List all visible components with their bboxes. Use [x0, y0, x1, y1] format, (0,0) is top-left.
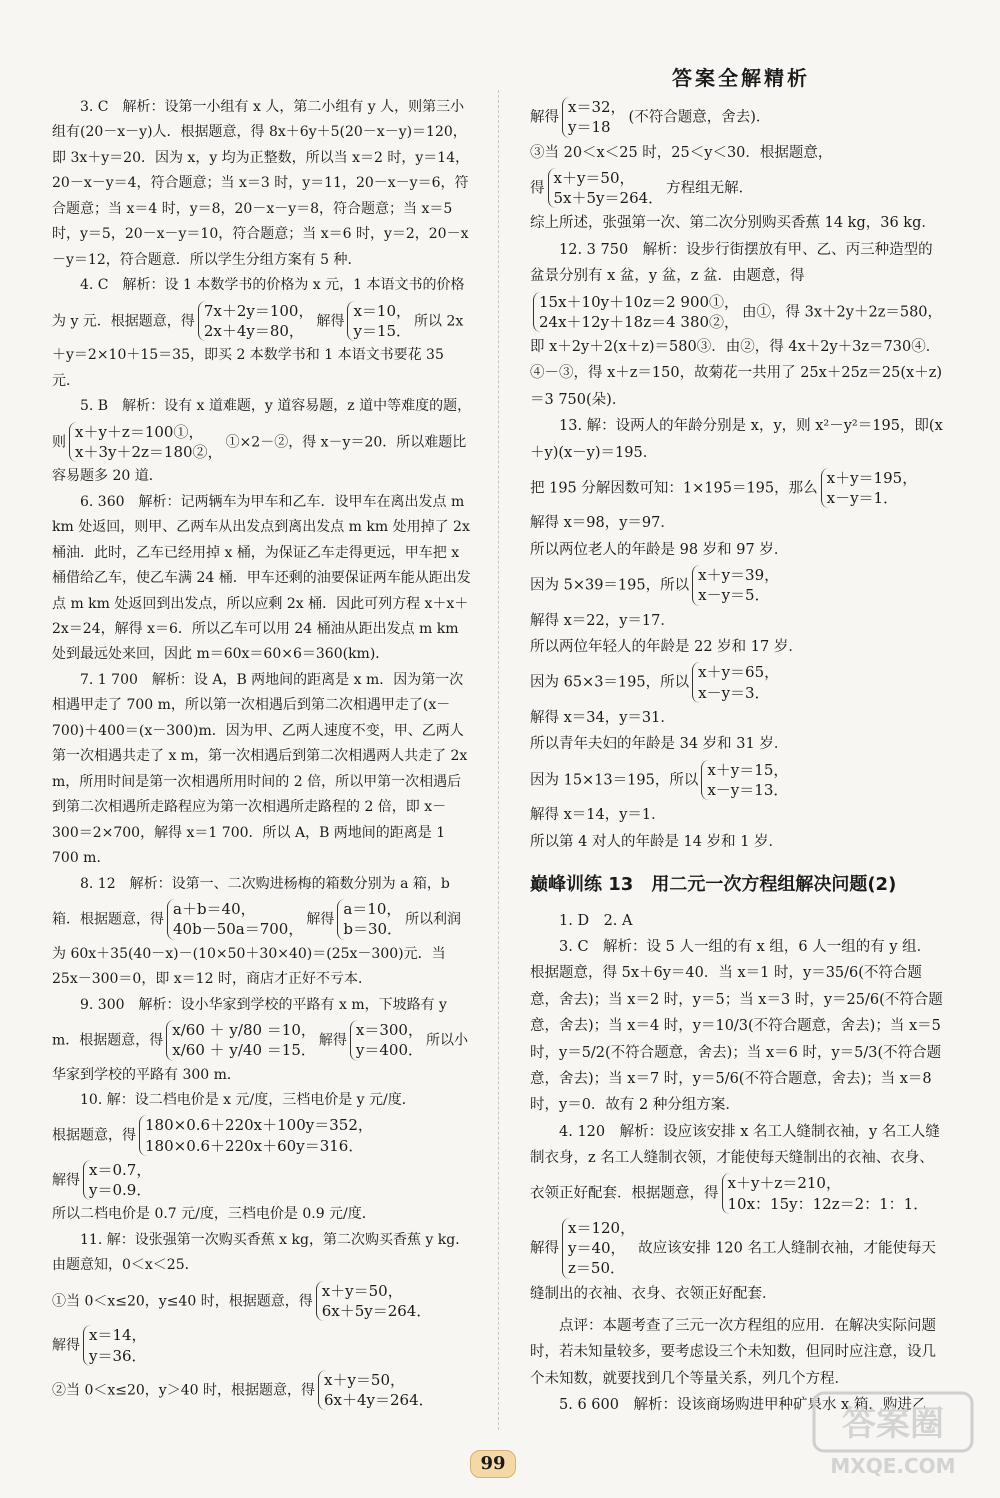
solution-text: 所以第 4 对人的年龄是 14 岁和 1 岁． [530, 833, 784, 850]
solution-paragraph [530, 802, 945, 828]
equation-line: x＋y＝50， [321, 1281, 403, 1300]
equation-line: a＋b＝40， [173, 900, 256, 919]
solution-text: 解得 x＝34，y＝31． [530, 709, 675, 726]
equation-line: x＋y＋z＝100①， [75, 422, 204, 441]
solution-text: 9. 300 解析：设小华家到学校的平路有 x m，下坡路有 y m．根据题意，得 [52, 996, 447, 1049]
solution-paragraph [530, 537, 945, 563]
equation-line: y＝400． [355, 1041, 423, 1060]
equation-line: x＋3y＋2z＝180②， [75, 442, 223, 461]
section-title: 巅峰训练 13 用二元一次方程组解决问题(2) [530, 873, 897, 895]
equation-line: y＝40， [568, 1239, 626, 1258]
equation-line: 180×0.6＋220x＋60y＝316． [145, 1136, 364, 1155]
equation-line: x－y＝3． [698, 683, 770, 702]
equation-line: a＝10， [343, 900, 402, 919]
solution-paragraph [52, 273, 472, 394]
solution-text: 4. C 解析：设 1 本数学书的价格为 x 元，1 本语文书的价格为 y 元．根据题意，得 [52, 277, 465, 329]
solution-text: 13. 解：设两人的年龄分别是 x，y，则 x²－y²＝195，即(x＋y)(x－y)＝195． [530, 418, 943, 461]
solution-paragraph [530, 634, 945, 660]
solution-text: 解得 [52, 1172, 80, 1189]
equation-line: x＝14， [89, 1326, 147, 1345]
solution-text: 因为 65×3＝195，所以 [530, 674, 690, 691]
equation-line: x＝0.7， [89, 1160, 152, 1179]
solution-paragraph [530, 705, 945, 731]
solution-paragraph [530, 608, 945, 634]
solution-text: ①×2－②，得 x－y＝20．所以难题比容易题多 20 道． [52, 433, 467, 485]
solution-text: ①当 0＜x≤20，y≤40 时，根据题意，得 [52, 1293, 313, 1310]
solution-text: 解得 [318, 1032, 347, 1049]
equation-line: x＋y＝15， [707, 760, 789, 779]
equation-line: 15x＋10y＋10z＝2 900①， [539, 292, 740, 311]
watermark-logo [808, 1385, 978, 1480]
solution-paragraph [52, 490, 472, 668]
equation-system [139, 1115, 373, 1156]
equation-system [533, 292, 739, 333]
solution-text: 7. 1 700 解析：设 A，B 两地间的距离是 x m．因为第一次相遇甲走了 700 m，所以第一次相遇后到第二次相遇甲走了(x－700)＋400＝(x－300)m．因为甲、乙两人速度不变，甲、乙两人第一次相遇共走了 x m，第一次相遇后到第二次相遇两人共走了 2x m，所用时间是第一次相遇所用时间的 2 倍，所以甲第一次相遇后到第二次相遇所走路程应为第一次相遇所走路程的 2 倍，即 x－300＝2×700，解得 x＝1 700．所以 A，B 两地间的距离是 1 700 m． [52, 671, 468, 867]
equation-system [692, 662, 779, 703]
solution-paragraph [52, 1323, 472, 1368]
solution-text: 11. 解：设张强第一次购买香蕉 x kg，第二次购买香蕉 y kg．由题意知，0＜x＜25． [52, 1231, 470, 1274]
equation-system [167, 899, 303, 940]
solution-text: 根据题意，得 [52, 1127, 136, 1144]
equation-line: 40b－50a＝700， [173, 920, 304, 939]
solution-paragraph [530, 510, 945, 536]
solution-text: 8. 12 解析：设第一、二次购进杨梅的箱数分别为 a 箱，b 箱．根据题意，得 [52, 875, 450, 928]
solution-paragraph [530, 95, 945, 140]
solution-text: 所以两位年轻人的年龄是 22 岁和 17 岁． [530, 639, 803, 655]
solution-text: 得 [530, 180, 545, 197]
equation-line: x＋y＝50， [323, 1370, 406, 1389]
equation-system [69, 422, 223, 463]
comment-paragraph [530, 1313, 945, 1392]
solution-paragraph [52, 1202, 472, 1227]
solution-text: 所以青年夫妇的年龄是 34 岁和 31 岁． [530, 736, 789, 753]
solution-text: 解得 x＝22，y＝17． [530, 612, 675, 629]
solution-paragraph [52, 1158, 472, 1203]
solution-paragraph [530, 237, 945, 413]
watermark-url: MXQE.COM [830, 1454, 956, 1478]
solution-text: 所以利润为 60x＋35(40－x)－(10×50＋30×40)＝(25x－300)元．当 25x－300＝0，即 x＝12 时，商店才正好不亏本． [52, 911, 462, 988]
solution-text: 解得 [306, 911, 335, 928]
solution-text: 解得 [530, 1240, 559, 1257]
solution-paragraph [530, 210, 945, 236]
solution-text: ②当 0＜x≤20，y＞40 时，根据题意，得 [52, 1382, 315, 1399]
equation-system [701, 760, 788, 801]
equation-system [166, 1020, 316, 1061]
solution-text: 3. C 解析：设第一小组有 x 人，第二小组有 y 人，则第三小组有(20－x－y)人．根据题意，得 8x＋6y＋5(20－x－y)＝120，即 3x＋y＝20．因为 x，y 均为正整数，所以当 x＝2 时，y＝14，20－x－y＝4，符合题意；当 x＝3 时，y＝11，20－x－y＝6，符合题意；当 x＝4 时，y＝8，20－x－y＝8，符合题意；当 x＝5 时，y＝5，20－x－y＝10，符合题意；当 x＝6 时，y＝2，20－x－y＝12，符合题意．所以学生分组方案有 5 种． [52, 99, 470, 268]
solution-text: 综上所述，张强第一次、第二次分别购买香蕉 14 kg，36 kg． [530, 215, 936, 232]
right-column [530, 95, 945, 1419]
solution-paragraph [52, 1228, 472, 1279]
solution-paragraph [52, 993, 472, 1088]
equation-line: x－y＝13． [707, 780, 789, 799]
equation-line: x＋y＝39， [698, 566, 780, 585]
solution-text: 所以 2x＋y＝2×10＋15＝35，即买 2 本数学书和 1 本语文书要花 35 元． [52, 313, 464, 389]
solution-paragraph [530, 166, 945, 211]
equation-line: y＝15． [353, 322, 412, 340]
solution-paragraph [530, 908, 945, 934]
equation-line: x/60 ＋ y/80 ＝10， [172, 1021, 316, 1040]
solution-text: 故应该安排 120 名工人缝制衣袖，才能使每天缝制出的衣袖、衣身、衣领正好配套． [530, 1240, 936, 1302]
watermark-text: 答案圈 [842, 1404, 944, 1444]
equation-line: 2x＋4y＝80， [203, 322, 304, 340]
equation-system [198, 301, 314, 342]
equation-system [692, 565, 779, 606]
equation-line: x＋y＝65， [698, 663, 780, 682]
equation-line: x＋y＋z＝210， [727, 1174, 841, 1193]
equation-line: 24x＋12y＋18z＝4 380②， [539, 312, 740, 331]
solution-paragraph [530, 731, 945, 757]
solution-text: 4. 120 解析：设应该安排 x 名工人缝制衣袖，y 名工人缝制衣身，z 名工人缝制衣领，才能使每天缝制出的衣袖、衣身、衣领正好配套．根据题意，得 [530, 1123, 940, 1202]
equation-line: 7x＋2y＝100， [203, 301, 314, 320]
solution-text: 12. 3 750 解析：设步行街摆放有甲、乙、丙三种造型的盆景分别有 x 盆，y 盆，z 盆．由题意，得 [530, 241, 933, 285]
equation-system [562, 97, 626, 138]
solution-text: 解得 [530, 109, 559, 126]
solution-text: 解得 x＝14，y＝1． [530, 807, 666, 824]
column-divider [498, 90, 499, 1430]
solution-text: 解得 x＝98，y＝97． [530, 515, 675, 532]
solution-text: 所以两位老人的年龄是 98 岁和 97 岁． [530, 541, 789, 558]
equation-system [548, 168, 664, 209]
equation-line: x＋y＝195， [826, 468, 918, 487]
equation-line: y＝0.9． [89, 1181, 152, 1200]
solution-text: 方程组无解． [666, 180, 754, 197]
solution-text: 所以二档电价是 0.7 元/度，三档电价是 0.9 元/度． [52, 1206, 376, 1223]
equation-line: y＝36． [89, 1346, 147, 1365]
solution-paragraph [530, 466, 945, 511]
solution-text: 因为 15×13＝195，所以 [530, 771, 699, 788]
solution-paragraph [52, 95, 472, 273]
equation-system [821, 468, 918, 509]
solution-text: 3. C 解析：设 5 人一组的有 x 组，6 人一组的有 y 组．根据题意，得 5x＋6y＝40．当 x＝1 时，y＝35/6(不符合题意，舍去)；当 x＝2 时，y＝5；当 x＝3 时，y＝25/6(不符合题意，舍去)；当 x＝4 时，y＝10/3(不符合题意，舍去)；当 x＝5 时，y＝5/2(不符合题意，舍去)；当 x＝6 时，y＝5/3(不符合题意，舍去)；当 x＝7 时，y＝5/6(不符合题意，舍去)；当 x＝8 时，y＝0．故有 2 种分组方案． [530, 939, 943, 1114]
equation-line: x＝10， [353, 301, 412, 320]
equation-line: x－y＝1． [826, 489, 899, 508]
equation-system [347, 301, 411, 342]
solution-text: 解得 [52, 1337, 80, 1354]
solution-text: 所以小华家到学校的平路有 300 m． [52, 1032, 468, 1083]
equation-line: 180×0.6＋220x＋100y＝352， [145, 1116, 373, 1135]
equation-line: x＝120， [568, 1218, 636, 1237]
solution-paragraph [530, 660, 945, 705]
equation-system [83, 1160, 151, 1201]
solution-text: 点评：本题考查了三元一次方程组的应用．在解决实际问题时，若未知量较多，要考虑设三个未知数，但同时应注意，设几个未知数，就要找到几个等量关系，列几个方程． [530, 1318, 936, 1387]
solution-text: 6. 360 解析：记两辆车为甲车和乙车．设甲车在离出发点 m km 处返回，则甲、乙两车从出发点到离出发点 m km 处用掉了 2x 桶油．此时，乙车已经用掉 x 桶，为保证乙车走得更远，甲车把 x 桶借给乙车，使乙车满 24 桶．甲车还剩的油要保证两车能从距出发点 m km 处返回到出发点，所以应剩 2x 桶．因此可列方程 x＋x＋2x＝24，解得 x＝6．所以乙车可以用 24 桶油从距出发点 m km 处到最远处来回，因此 m＝60x＝60×6＝360(km)． [52, 493, 471, 663]
solution-text: 因为 5×39＝195，所以 [530, 577, 690, 594]
solution-paragraph [52, 1113, 472, 1158]
equation-system [83, 1325, 147, 1366]
solution-paragraph [530, 758, 945, 803]
solution-text: 1. D 2. A [559, 912, 633, 929]
solution-paragraph [530, 563, 945, 608]
equation-system [350, 1020, 423, 1061]
solution-paragraph [52, 1368, 472, 1413]
solution-paragraph [52, 668, 472, 872]
equation-system [318, 1370, 434, 1411]
solution-text: 把 195 分解因数可知：1×195＝195，那么 [530, 480, 818, 497]
solution-paragraph [530, 829, 945, 855]
equation-line: z＝50． [568, 1259, 625, 1278]
solution-text: 5. B 解析：设有 x 道难题，y 道容易题，z 道中等难度的题，则 [52, 398, 472, 450]
solution-text: 10. 解：设二档电价是 x 元/度，三档电价是 y 元/度． [80, 1092, 416, 1108]
equation-line: 10x：15y：12z＝2：1：1． [727, 1194, 929, 1213]
solution-paragraph [530, 413, 945, 466]
solution-text: ③当 20＜x＜25 时，25＜y＜30．根据题意， [530, 144, 833, 161]
solution-paragraph [530, 1119, 945, 1307]
solution-text: 由①，得 3x＋2y＋2z＝580，即 x＋2y＋2(x＋z)＝580③．由②，得 4x＋2y＋3z＝730④．④－③，得 x＋z＝150，故菊花一共用了 25x＋25z＝25(x＋z)＝3 750(朵)． [530, 303, 943, 408]
equation-line: x＝300， [355, 1021, 423, 1040]
solution-text: 5. 6 600 解析：设该商场购进甲种矿泉水 x 箱，购进乙 [559, 1397, 927, 1414]
solution-paragraph [52, 1279, 472, 1324]
equation-system [337, 899, 402, 940]
equation-line: x/60 ＋ y/40 ＝15． [172, 1041, 316, 1060]
equation-line: y＝18 [568, 118, 611, 137]
equation-line: 6x＋4y＝264． [323, 1391, 434, 1410]
equation-line: x－y＝5． [698, 586, 770, 605]
page-header: 答案全解精析 [672, 66, 810, 90]
equation-line: b＝30． [343, 920, 403, 939]
equation-system [722, 1173, 929, 1214]
solution-paragraph [52, 394, 472, 489]
equation-line: 6x＋5y＝264． [321, 1302, 432, 1321]
solution-text: 解得 [316, 313, 345, 329]
solution-paragraph [52, 872, 472, 993]
solution-paragraph [530, 934, 945, 1119]
solution-paragraph [530, 140, 945, 166]
page-number: 99 [470, 1450, 516, 1478]
equation-system [562, 1218, 635, 1279]
equation-line: x＋y＝50， [553, 168, 635, 187]
equation-system [316, 1281, 432, 1322]
solution-text: (不符合题意，舍去)． [628, 109, 771, 126]
equation-line: x＝32， [568, 98, 626, 116]
left-column [52, 95, 472, 1412]
solution-paragraph [52, 1088, 472, 1113]
equation-line: 5x＋5y＝264． [553, 189, 664, 208]
